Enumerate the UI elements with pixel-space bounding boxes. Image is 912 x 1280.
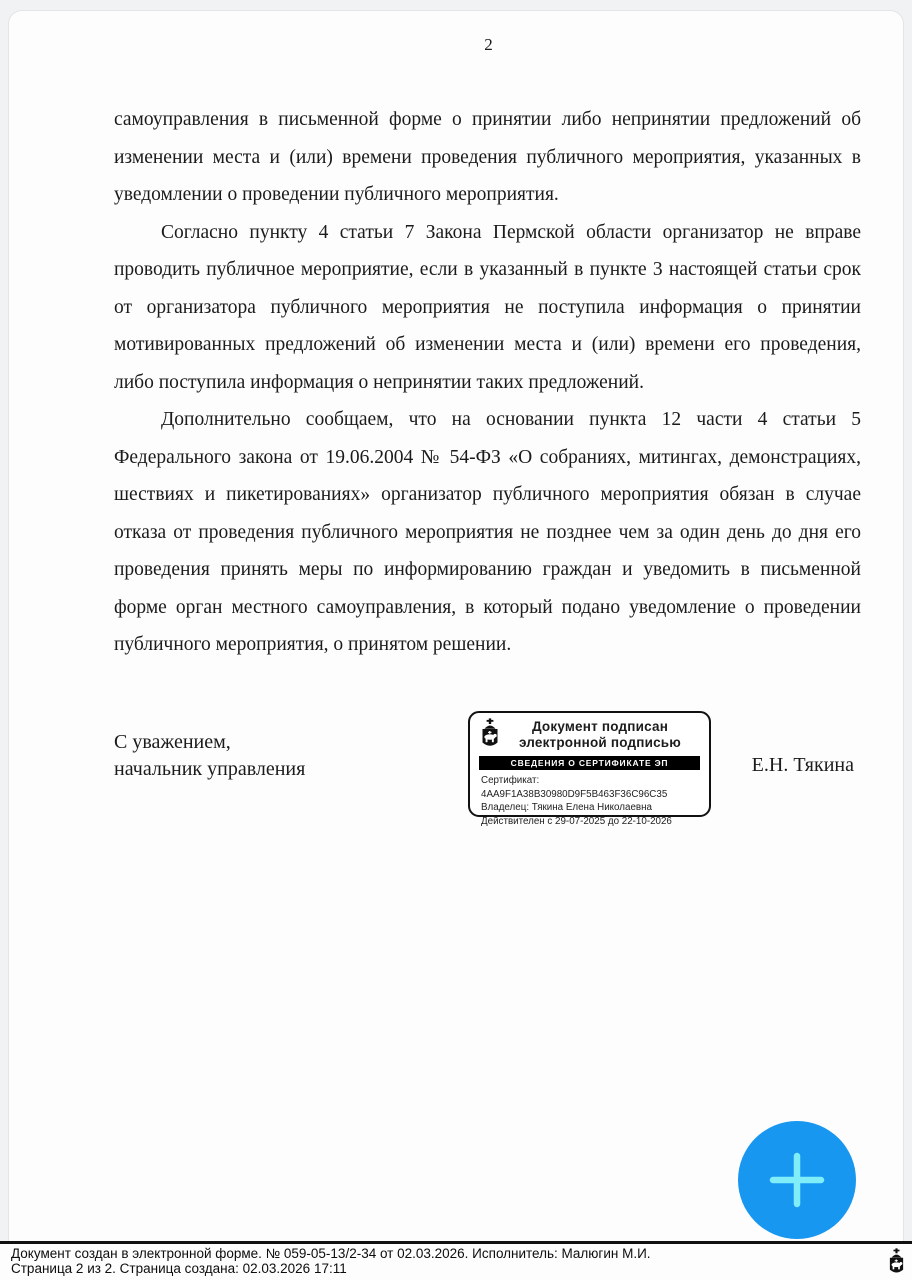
validity-line: Действителен с 29-07-2025 до 22-10-2026 bbox=[481, 815, 672, 827]
document-page bbox=[8, 10, 904, 1280]
stamp-title bbox=[501, 719, 699, 751]
page-number: 2 bbox=[484, 35, 493, 54]
stamp-certificate-band: СВЕДЕНИЯ О СЕРТИФИКАТЕ ЭП bbox=[479, 756, 700, 770]
digital-signature-stamp bbox=[468, 711, 711, 827]
footer-line: Страница 2 из 2. Страница создана: 02.03.2026 17:11 bbox=[11, 1260, 347, 1276]
closing-line: С уважением, bbox=[114, 731, 231, 753]
paragraph: самоуправления в письменной форме о принятии либо непринятии предложений об изменении места и (или) времени проведения публичного мероприятия, указанных в уведомлении о проведении публичного мероприятия. bbox=[114, 109, 861, 205]
document-body bbox=[114, 101, 861, 664]
stamp-title-line: электронной подписью bbox=[518, 735, 682, 750]
footer-text bbox=[11, 1247, 872, 1276]
owner-line: Владелец: Тякина Елена Николаевна bbox=[481, 802, 652, 813]
stamp-title-line: Документ подписан bbox=[531, 719, 669, 734]
certificate-line: Сертификат: 4AA9F1A38B30980D9F5B463F36C96C35 bbox=[481, 775, 668, 800]
perm-coat-of-arms-icon bbox=[886, 1248, 907, 1278]
signature-block bbox=[114, 711, 861, 836]
footer-line: Документ создан в электронной форме. № 059-05-13/2-34 от 02.03.2026. Исполнитель: Малюгин М.И. bbox=[11, 1246, 651, 1261]
paragraph: Согласно пункту 4 статьи 7 Закона Пермской области организатор не вправе проводить публичное мероприятие, если в указанный в пункте 3 настоящей статьи срок от организатора публичного мероприятия не поступила информация о принятии мотивированных предложений об изменении места и (или) времени его проведения, либо поступила информация о непринятии таких предложений. bbox=[114, 221, 861, 393]
signer-name: Е.Н. Тякина bbox=[751, 754, 854, 776]
document-footer bbox=[0, 1241, 912, 1280]
stamp-header bbox=[470, 713, 709, 753]
paragraph: Дополнительно сообщаем, что на основании пункта 12 части 4 статьи 5 Федерального закона от 19.06.2004 № 54-ФЗ «О собраниях, митингах, демонстрациях, шествиях и пикетированиях» организатор публичного мероприятия обязан в случае отказа от проведения публичного мероприятия не позднее чем за один день до дня его проведения принять меры по информированию граждан и уведомить в письменной форме орган местного самоуправления, в который подано уведомление о проведении публичного мероприятия, о принятом решении. bbox=[114, 409, 861, 655]
perm-coat-of-arms-icon bbox=[479, 718, 501, 752]
add-button[interactable] bbox=[738, 1121, 856, 1239]
stamp-certificate-info bbox=[470, 770, 709, 828]
signature-closing bbox=[114, 729, 305, 783]
closing-line: начальник управления bbox=[114, 758, 306, 780]
